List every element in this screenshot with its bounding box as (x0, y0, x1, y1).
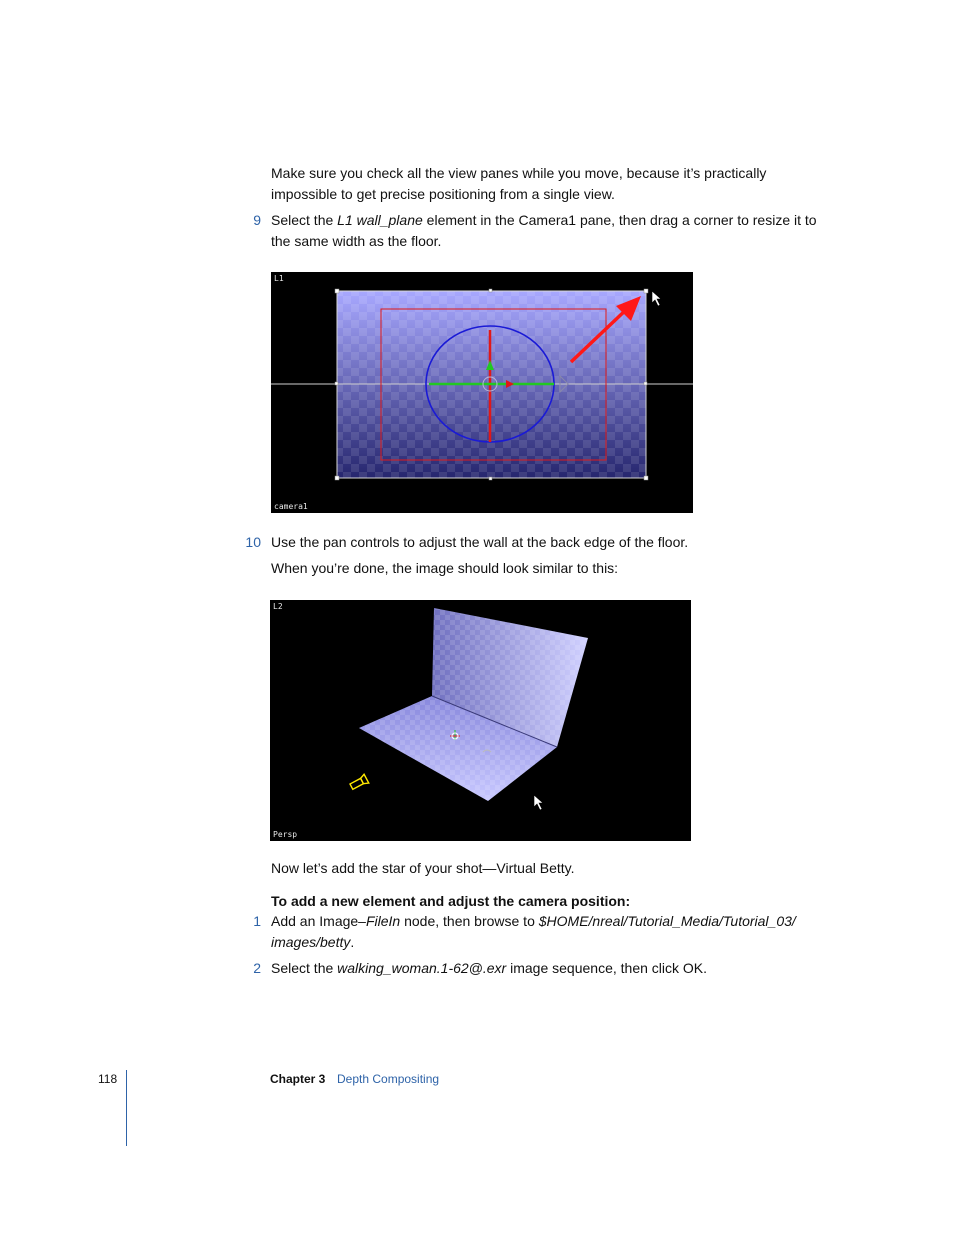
footer-chapter: Chapter 3 (270, 1072, 326, 1086)
camera1-pane-graphic (271, 272, 693, 513)
intro-paragraph: Make sure you check all the view panes while you move, because it’s practically impossible to get precise positioning from a single view. (271, 165, 767, 202)
task-heading: To add a new element and adjust the camera position: (271, 893, 631, 909)
step-1-text-b: node, then browse to (400, 913, 539, 929)
pane-label-bottom: camera1 (274, 502, 308, 511)
step-9-text (271, 210, 831, 251)
step-2-text (271, 958, 831, 979)
step-1-text (271, 911, 831, 952)
step-1-path: $HOME/nreal/Tutorial_Media/Tutorial_03/ images/betty (271, 913, 796, 950)
step-1-number: 1 (253, 913, 261, 929)
lead-paragraph: Now let’s add the star of your shot—Virtual Betty. (271, 860, 575, 876)
step-10-text: Use the pan controls to adjust the wall at the back edge of the floor. (271, 534, 689, 550)
pane-label-top: L2 (273, 602, 283, 611)
pane-label-top: L1 (274, 274, 284, 283)
step-9-number: 9 (253, 212, 261, 228)
persp-pane-graphic (270, 600, 691, 841)
step-2-text-a: Select the (271, 960, 338, 976)
step-1-text-c: . (350, 933, 355, 950)
pane-label-bottom: Persp (273, 830, 298, 839)
persp-pane-screenshot (270, 600, 691, 841)
step-10-followup: When you’re done, the image should look similar to this: (271, 560, 619, 576)
footer-divider (126, 1070, 127, 1146)
step-2-number: 2 (253, 960, 261, 976)
step-1-text-a: Add an Image– (271, 913, 366, 929)
step-1-node-name: FileIn (365, 913, 401, 929)
camera1-pane-screenshot (271, 272, 693, 513)
step-2-sequence-name: walking_woman.1-62@.exr (337, 960, 507, 976)
page-number: 118 (98, 1072, 118, 1086)
step-9-text-a: Select the (271, 212, 338, 228)
step-10-number: 10 (245, 534, 261, 550)
step-9-text-b: element in the Camera1 pane, then drag a corner to resize it to the same width as the floor. (271, 212, 817, 249)
step-2-text-b: image sequence, then click OK. (506, 960, 708, 976)
footer-chapter-title: Depth Compositing (337, 1072, 440, 1086)
step-9-element-name: L1 wall_plane (337, 212, 423, 228)
